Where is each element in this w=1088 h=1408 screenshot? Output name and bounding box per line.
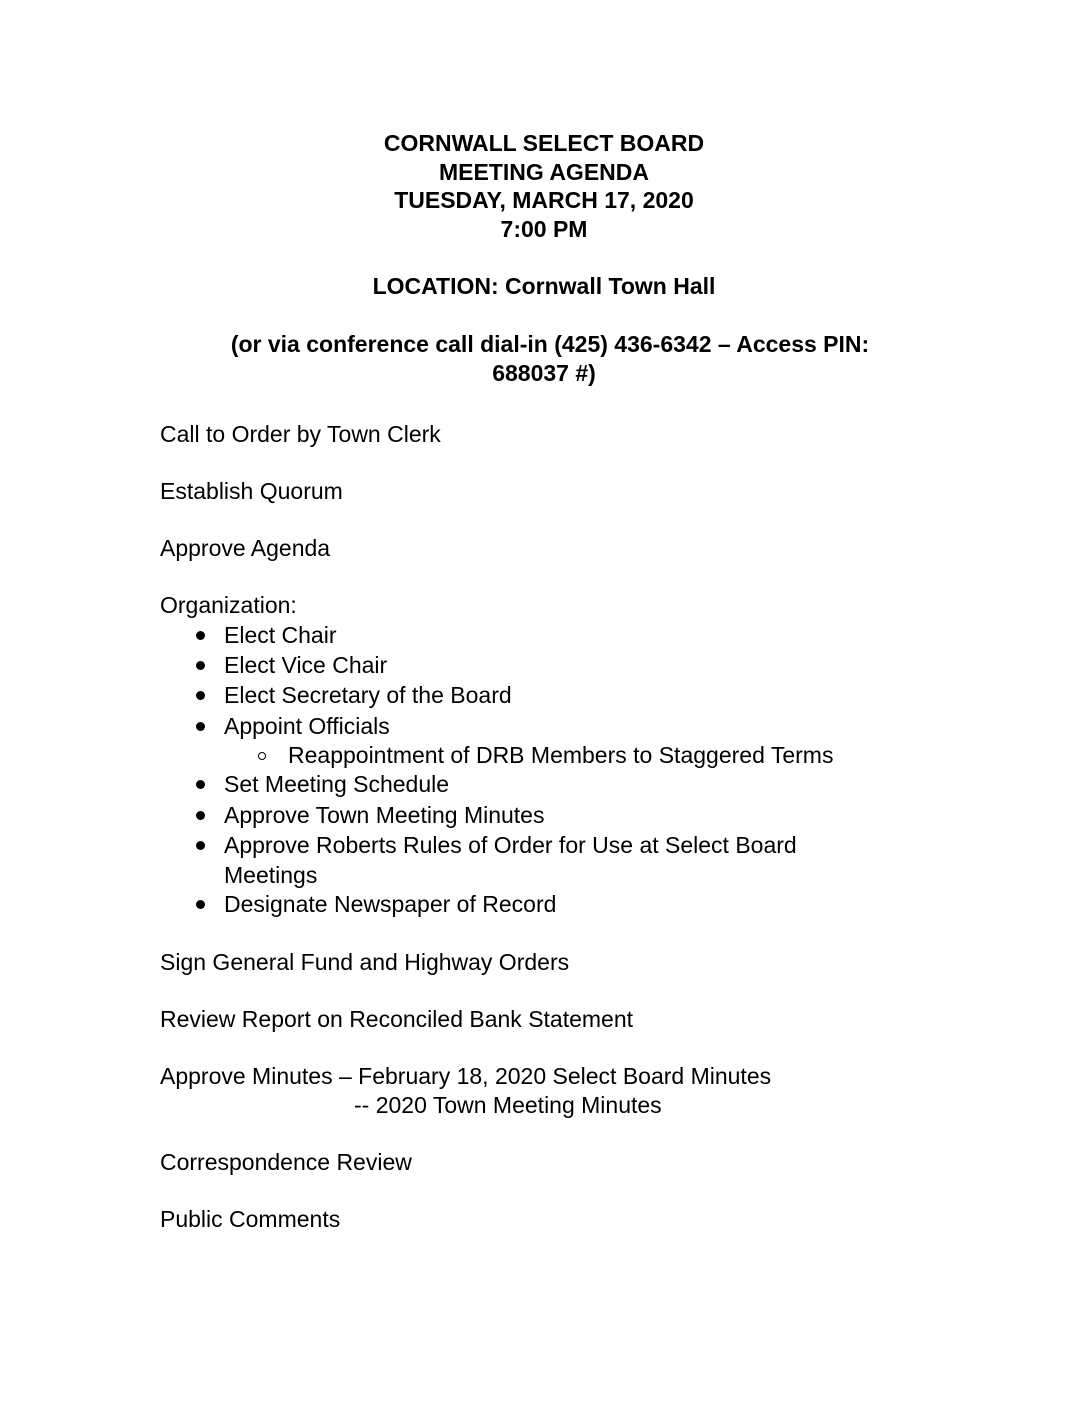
bullet-icon	[196, 691, 205, 700]
bullet-icon	[196, 811, 205, 820]
agenda-item-approve-agenda: Approve Agenda	[160, 535, 331, 561]
bullet-icon	[196, 900, 205, 909]
agenda-item-correspondence-review: Correspondence Review	[160, 1149, 412, 1175]
bullet-icon	[196, 631, 205, 640]
bullet-icon	[196, 722, 205, 731]
meeting-date-heading: TUESDAY, MARCH 17, 2020	[394, 187, 694, 213]
bullet-icon	[196, 661, 205, 670]
meeting-time-heading: 7:00 PM	[500, 216, 588, 242]
bullet-icon	[196, 841, 205, 850]
agenda-item-organization: Organization:	[160, 592, 297, 618]
list-item-set-meeting-schedule: Set Meeting Schedule	[224, 771, 450, 797]
agenda-item-call-to-order: Call to Order by Town Clerk	[160, 421, 441, 447]
agenda-item-establish-quorum: Establish Quorum	[160, 478, 343, 504]
agenda-item-approve-minutes: Approve Minutes – February 18, 2020 Select Board Minutes	[160, 1063, 772, 1089]
agenda-item-sign-orders: Sign General Fund and Highway Orders	[160, 949, 570, 975]
board-name-heading: CORNWALL SELECT BOARD	[383, 130, 705, 156]
list-subitem-reappointment-drb: Reappointment of DRB Members to Staggered Terms	[288, 742, 834, 768]
conference-call-line-2: 688037 #)	[492, 360, 596, 386]
conference-call-line-1: (or via conference call dial-in (425) 436-6342 – Access PIN:	[230, 331, 870, 357]
bullet-icon	[196, 780, 205, 789]
hollow-circle-bullet-icon	[258, 752, 266, 760]
document-title-heading: MEETING AGENDA	[439, 159, 649, 185]
list-item-approve-town-meeting-minutes: Approve Town Meeting Minutes	[224, 802, 545, 828]
location-heading: LOCATION: Cornwall Town Hall	[372, 273, 716, 299]
agenda-item-review-bank-report: Review Report on Reconciled Bank Statement	[160, 1006, 634, 1032]
agenda-item-approve-minutes-line-2: -- 2020 Town Meeting Minutes	[354, 1092, 662, 1118]
agenda-item-public-comments: Public Comments	[160, 1206, 341, 1232]
list-item-designate-newspaper: Designate Newspaper of Record	[224, 891, 557, 917]
list-item-approve-roberts-rules: Approve Roberts Rules of Order for Use at Select Board	[224, 832, 797, 858]
list-item-appoint-officials: Appoint Officials	[224, 713, 390, 739]
list-item-approve-roberts-rules-continuation: Meetings	[224, 862, 318, 888]
list-item-elect-chair: Elect Chair	[224, 622, 337, 648]
list-item-elect-vice-chair: Elect Vice Chair	[224, 652, 388, 678]
list-item-elect-secretary: Elect Secretary of the Board	[224, 682, 512, 708]
